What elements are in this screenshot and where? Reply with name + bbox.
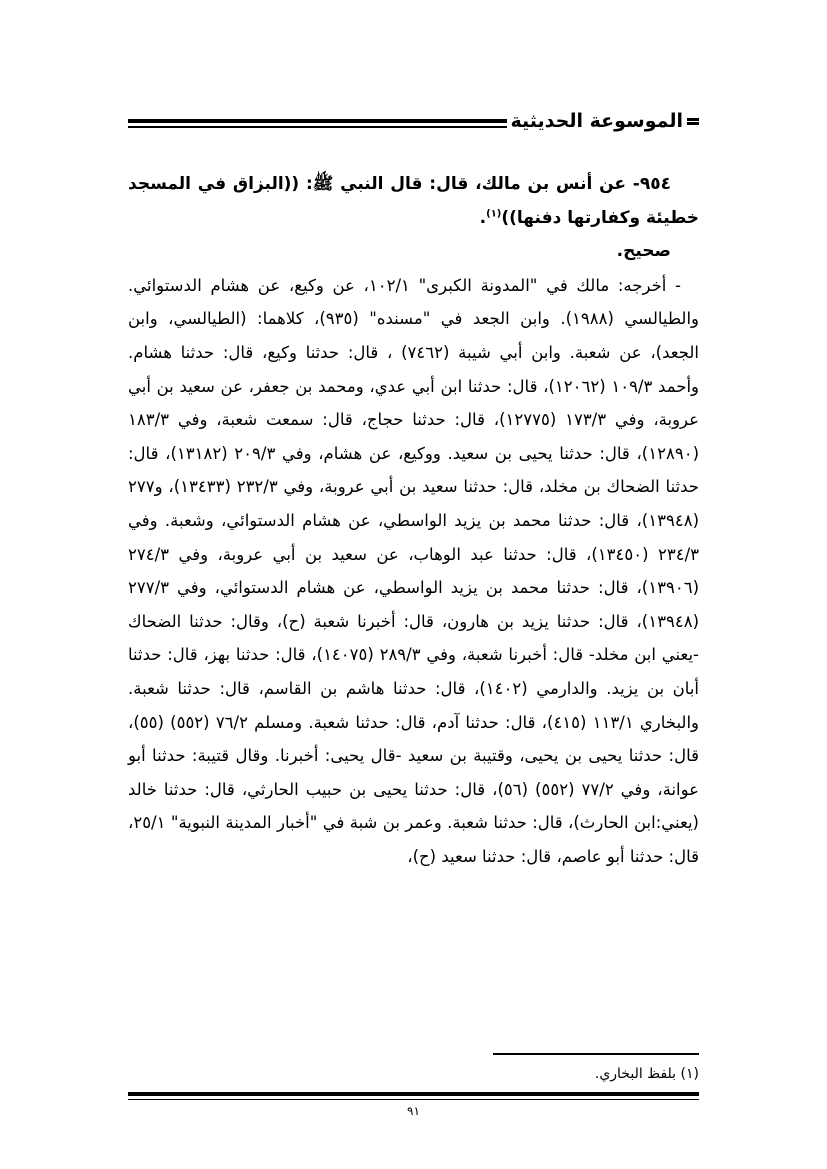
hadith-body: ٩٥٤- عن أنس بن مالك، قال: قال النبي ﷺ: ((البزاق في المسجد خطيئة وكفارتها دفنها)) [128, 174, 699, 228]
hadith-text [128, 168, 699, 235]
footnote-reference[interactable]: (١) [486, 207, 502, 219]
main-text [128, 168, 699, 873]
header-rule-short [687, 118, 699, 125]
page-number: ٩١ [407, 1104, 420, 1118]
header-rule-long [128, 119, 507, 128]
running-header [128, 104, 699, 138]
footer-rule [128, 1092, 699, 1100]
takhrij-paragraph: - أخرجه: مالك في "المدونة الكبرى" ١٠٢/١، عن وكيع، عن هشام الدستوائي. والطيالسي (١٩٨٨). وابن الجعد في "مسنده" (٩٣٥)، كلاهما: (الطيالسي، وابن الجعد)، عن شعبة. وابن أبي شيبة (٧٤٦٢) ، قال: حدثنا وكيع، قال: حدثنا هشام. وأحمد ١٠٩/٣ (١٢٠٦٢)، قال: حدثنا ابن أبي عدي، ومحمد بن جعفر، عن سعيد بن أبي عروبة، وفي ١٧٣/٣ (١٢٧٧٥)، قال: حدثنا حجاج، قال: سمعت شعبة، وفي ١٨٣/٣ (١٢٨٩٠)، قال: حدثنا يحيى بن سعيد. ووكيع، عن هشام، وفي ٢٠٩/٣ (١٣١٨٢)، قال: حدثنا الضحاك بن مخلد، قال: حدثنا سعيد بن أبي عروبة، وفي ٢٣٢/٣ (١٣٤٣٣)، و٢٧٧ (١٣٩٤٨)، قال: حدثنا محمد بن يزيد الواسطي، عن هشام الدستوائي، وشعبة. وفي ٢٣٤/٣ (١٣٤٥٠)، قال: حدثنا عبد الوهاب، عن سعيد بن أبي عروبة، وفي ٢٧٤/٣ (١٣٩٠٦)، قال: حدثنا محمد بن يزيد الواسطي، عن هشام الدستوائي، وفي ٢٧٧/٣ (١٣٩٤٨)، قال: حدثنا يزيد بن هارون، قال: أخبرنا شعبة (ح)، وقال: حدثنا الضحاك -يعني ابن مخلد- قال: أخبرنا شعبة، وفي ٢٨٩/٣ (١٤٠٧٥)، قال: حدثنا بهز، قال: حدثنا أبان بن يزيد. والدارمي (١٤٠٢)، قال: حدثنا هاشم بن القاسم، قال: حدثنا شعبة. والبخاري ١١٣/١ (٤١٥)، قال: حدثنا آدم، قال: حدثنا شعبة. ومسلم ٧٦/٢ (٥٥٢) (٥٥)، قال: حدثنا يحيى بن يحيى، وقتيبة بن سعيد -قال يحيى: أخبرنا. وقال قتيبة: حدثنا أبو عوانة، وفي ٧٧/٢ (٥٥٢) (٥٦)، قال: حدثنا يحيى بن حبيب الحارثي، قال: حدثنا خالد (يعني:ابن الحارث)، قال: حدثنا شعبة. وعمر بن شبة في "أخبار المدينة النبوية" ٢٥/١، قال: حدثنا أبو عاصم، قال: حدثنا سعيد (ح)، [128, 275, 700, 866]
hadith-grade: صحيح. [616, 241, 671, 262]
footnote-separator [493, 1053, 699, 1055]
page [128, 100, 699, 1140]
footnote: (١) بلفظ البخاري. [594, 1066, 699, 1082]
header-title: الموسوعة الحديثية [510, 110, 683, 132]
hadith-end: . [479, 207, 487, 228]
